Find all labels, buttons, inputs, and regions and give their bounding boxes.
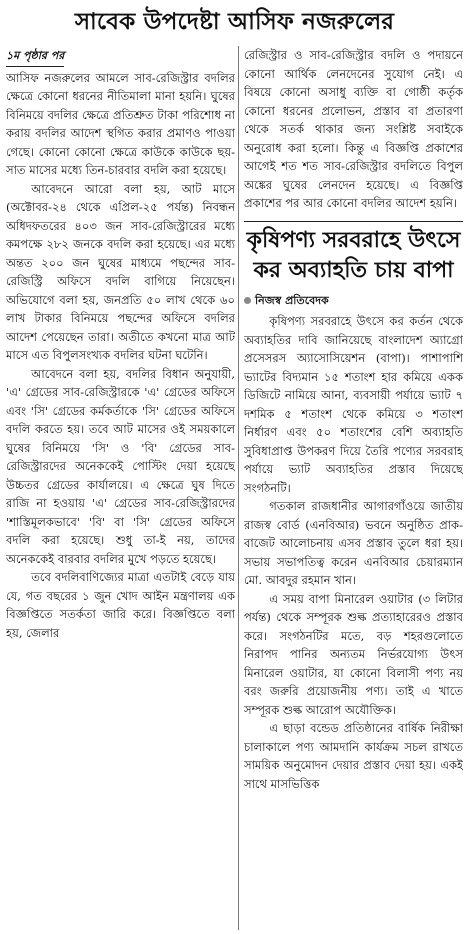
article-paragraph: কৃষিপণ্য সরবরাহে উৎসে কর কর্তন থেকে অব্যাহতির দাবি জানিয়েছে বাংলাদেশ অ্যাগ্রো প্রসেসরস অ্যাসোসিয়েশন (বাপা)। পাশাপাশি ভ্যাটের বিদ্যমান ১৫ শতাংশ হার কমিয়ে একক ডিজিটে নামিয়ে আনা, ব্যবসায়ী পর্যায়ে ভ্যাট ৭ দশমিক ৫ শতাংশ থেকে কমিয়ে ৩ শতাংশ নির্ধারণ এবং ৫০ শতাংশের বেশি অব্যাহতি সুবিধাপ্রাপ্ত উপকরণ দিয়ে তৈরি পণ্যের সরবরাহ পর্যায়ে ভ্যাট অব্যাহতির প্রস্তাব দিয়েছে সংগঠনটি।	[244, 314, 463, 495]
article-paragraph: এ ছাড়া বন্ডেড প্রতিষ্ঠানের বার্ষিক নিরীক্ষা চালাকালে পণ্য আমদানি কার্যক্রম সচল রাখতে সাময়িক অনুমোদন দেয়ার প্রস্তাব দেয়া হয়। একই সাথে মাসভিত্তিক	[244, 721, 463, 791]
article-paragraph: গতকাল রাজধানীর আগারগাঁওয়ে জাতীয় রাজস্ব বোর্ড (এনবিআর) ভবনে অনুষ্ঠিত প্রাক-বাজেট আলোচনায় এসব প্রস্তাব তুলে ধরা হয়। সভায় সভাপতিত্ব করেন এনবিআর চেয়ারম্যান মো. আবদুর রহমান খান।	[244, 499, 463, 587]
column-divider	[238, 46, 239, 930]
byline	[244, 292, 463, 311]
article-headline: কৃষিপণ্য সরবরাহে উৎসে কর অব্যাহতি চায় বাপা	[244, 221, 463, 286]
body-paragraph: আবেদনে আরো বলা হয়, আট মাসে (অক্টোবর-২৪ থেকে এপ্রিল-২৫ পর্যন্ত) নিবন্ধন অধিদফতরের ৪০৩ জন সাব-রেজিস্ট্রারের মধ্যে কমপক্ষে ২৮২ জনকে বদলি করা হয়েছে। এর মধ্যে অন্তত ২০০ জন ঘুষের মাধ্যমে পছন্দের সাব-রেজিস্ট্রি অফিসে বদলি বাগিয়ে নিয়েছেন। অভিযোগে বলা হয়, জনপ্রতি ৫০ লাখ থেকে ৬০ লাখ টাকার বিনিময়ে পছন্দের অফিসে বদলির আদেশ পেয়েছেন তারা। অতীতে কখনো মাত্র আট মাসে এত বিপুলসংখ্যক বদলির ঘটনা ঘটেনি।	[6, 181, 235, 362]
body-paragraph: তবে বদলিবাণিজ্যের মাত্রা এতটাই বেড়ে যায় যে, গত বছরের ১ জুন খোদ আইন মন্ত্রণালয় এক বিজ্ঞপ্তিতে সতর্কতা জারি করে। বিজ্ঞপ্তিতে বলা হয়, জেলার	[6, 570, 235, 640]
continued-label: ১ম পৃষ্ঠার পর	[6, 47, 64, 67]
bullet-icon	[244, 297, 251, 304]
byline-text: নিজস্ব প্রতিবেদক	[255, 293, 329, 307]
left-column	[6, 46, 235, 930]
article-paragraph: এ সময় বাপা মিনারেল ওয়াটার (৩ লিটার পর্যন্ত) থেকে সম্পূরক শুল্ক প্রত্যাহারেরও প্রস্তাব করে। সংগঠনটির মতে, বড় শহরগুলোতে নিরাপদ পানির অন্যতম নির্ভরযোগ্য উৎস মিনারেল ওয়াটার, যা কোনো বিলাসী পণ্য নয় বরং জরুরি প্রয়োজনীয় পণ্য। তাই এ খাতে সম্পূরক শুল্ক আরোপ অযৌক্তিক।	[244, 591, 463, 717]
right-column	[244, 46, 463, 930]
page-headline: সাবেক উপদেষ্টা আসিফ নজরুলের	[74, 8, 395, 35]
body-paragraph: আসিফ নজরুলের আমলে সাব-রেজিস্ট্রার বদলির ক্ষেত্রে কোনো ধরনের নীতিমালা মানা হয়নি। ঘুষের বিনিময়ে বদলির ক্ষেত্রে প্রতিশ্রুত টাকা পরিশোধ না করায় বদলির আদেশ স্থগিত করার প্রমাণও পাওয়া গেছে। কোনো কোনো ক্ষেত্রে কাউকে কাউকে ছয়-সাত মাসের মধ্যে তিন-চারবার বদলি করা হয়েছে।	[6, 70, 235, 177]
body-paragraph: রেজিস্ট্রার ও সাব-রেজিস্ট্রার বদলি ও পদায়নে কোনো আর্থিক লেনদেনের সুযোগ নেই। এ বিষয়ে কোনো অসাধু ব্যক্তি বা গোষ্ঠী কর্তৃক কোনো ধরনের প্রলোভন, প্রস্তাব বা প্রতারণা থেকে সতর্ক থাকার জন্য সংশ্লিষ্ট সবাইকে অনুরোধ করা হলো। কিন্তু এ বিজ্ঞপ্তি প্রকাশের আগেই শত শত সাব-রেজিস্ট্রার বদলিতে বিপুল অঙ্কের ঘুষের লেনদেন হয়েছে। এ বিজ্ঞপ্তি প্রকাশের পর আর কোনো বদলির আদেশ হয়নি।	[244, 48, 463, 210]
body-paragraph: আবেদনে বলা হয়, বদলির বিধান অনুযায়ী, 'এ' গ্রেডের সাব-রেজিস্ট্রারকে 'এ' গ্রেডের অফিসে এবং 'সি' গ্রেডের কর্মকর্তাকে 'সি' গ্রেডের অফিসে বদলি করতে হয়। তবে আট মাসের ওই সময়কালে ঘুষের বিনিময়ে 'সি' ও 'বি' গ্রেডের সাব-রেজিস্ট্রারদের অনেককেই পোস্টিং দেয়া হয়েছে উচ্চতর গ্রেডের কার্যালয়ে। এ ক্ষেত্রে ঘুষ দিতে রাজি না হওয়ায় 'এ' গ্রেডের সাব-রেজিস্ট্রারদের 'শাস্তিমূলকভাবে' 'বি' বা 'সি' গ্রেডের অফিসে বদলি করা হয়েছে। শুধু তা-ই নয়, তাদের অনেককেই বারবার বদলির মুখে পড়তে হয়েছে।	[6, 366, 235, 566]
